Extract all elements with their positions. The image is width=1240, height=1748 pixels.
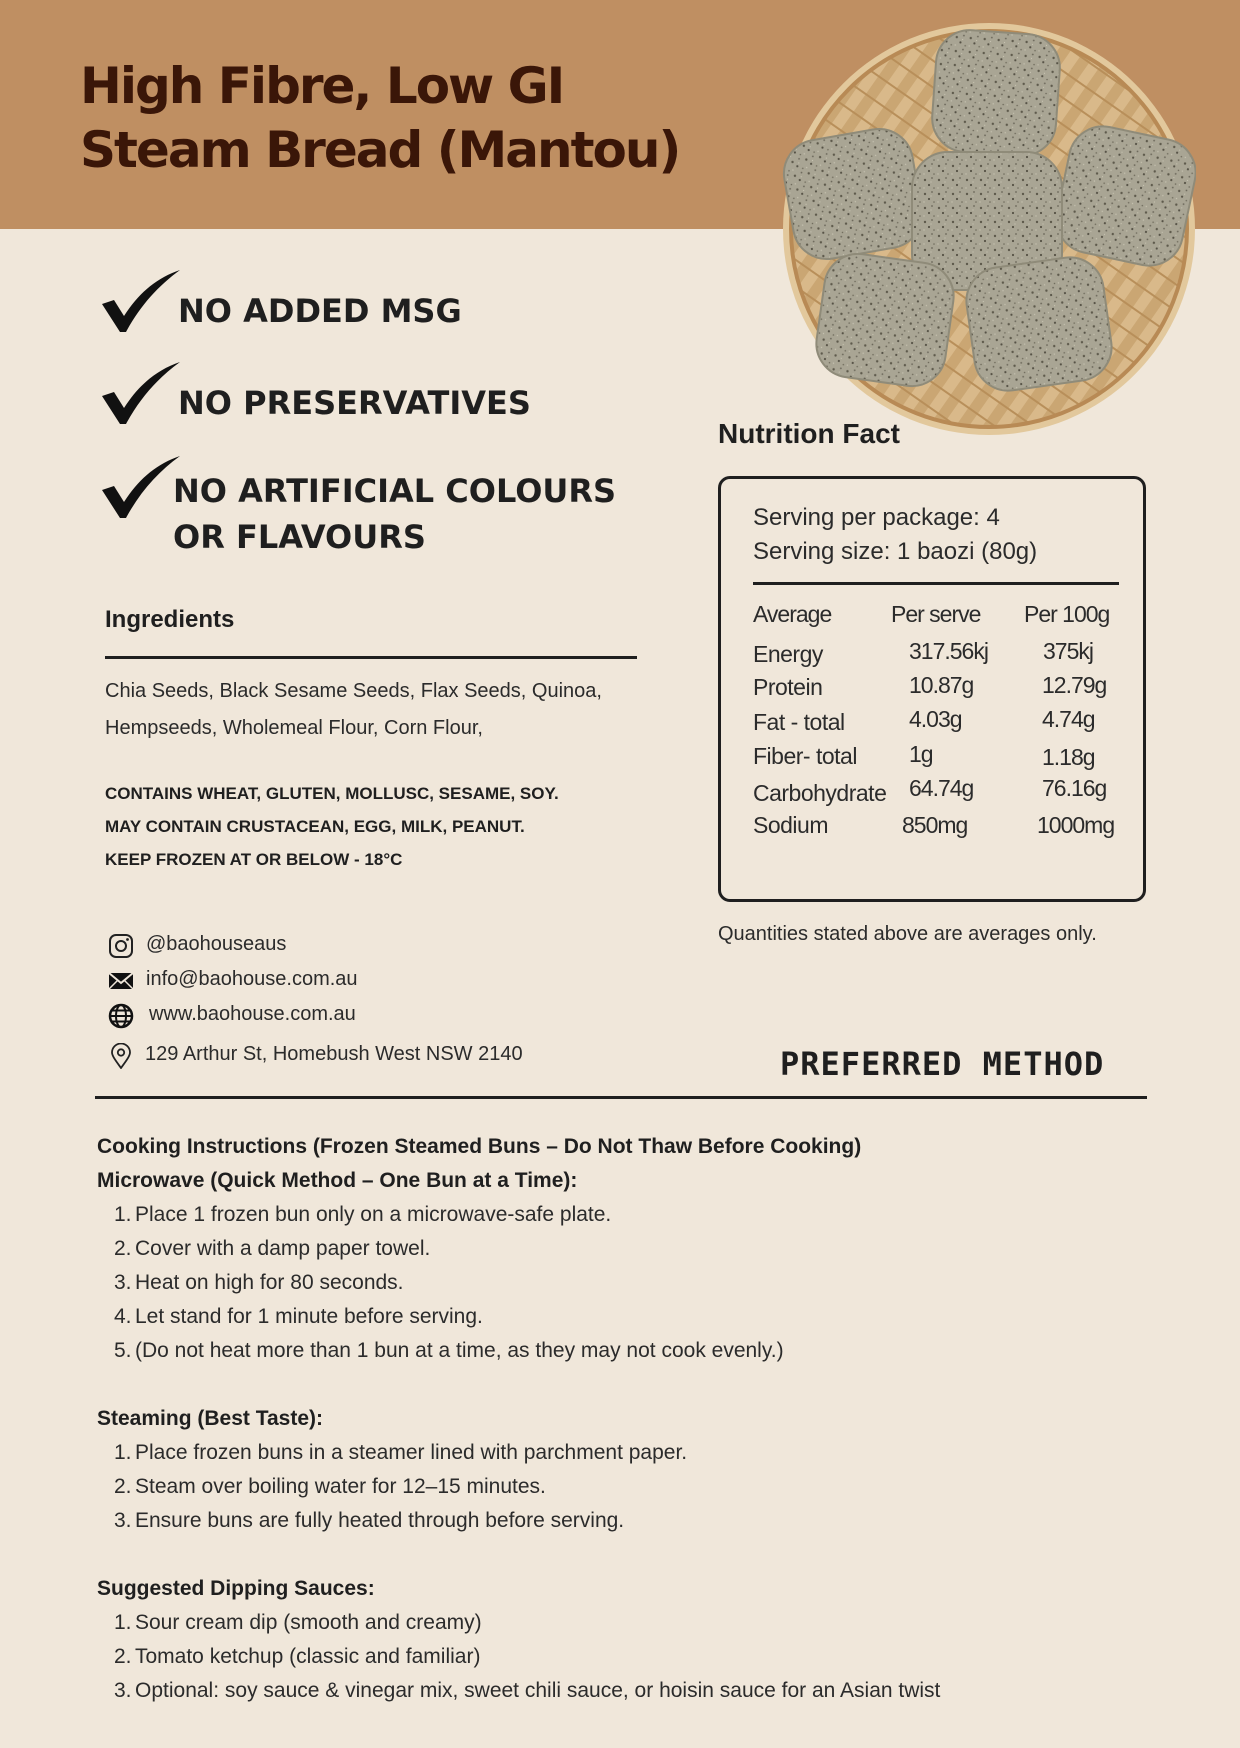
row-serve-energy: 317.56kj [909, 638, 988, 664]
row-label-carbohydrate: Carbohydrate [753, 780, 887, 806]
ingredients-divider [105, 656, 637, 659]
row-100g-protein: 12.79g [1042, 672, 1107, 698]
allergen-info [105, 777, 685, 876]
instagram-handle[interactable]: @baohouseaus [146, 933, 287, 955]
preferred-method-label: PREFERRED METHOD [780, 1045, 1105, 1083]
steaming-step: 2. Steam over boiling water for 12–15 minutes. [114, 1475, 546, 1498]
allergen-contains: CONTAINS WHEAT, GLUTEN, MOLLUSC, SESAME, SOY. [105, 784, 559, 803]
nutrition-divider [753, 582, 1119, 585]
website-link[interactable]: www.baohouse.com.au [149, 1003, 356, 1025]
microwave-step: 5. (Do not heat more than 1 bun at a time, as they may not cook evenly.) [114, 1339, 784, 1362]
microwave-step: 1. Place 1 frozen bun only on a microwave-safe plate. [114, 1203, 612, 1226]
header-average: Average [753, 601, 832, 627]
sauce-item: 2. Tomato ketchup (classic and familiar) [114, 1645, 481, 1668]
row-100g-sodium: 1000mg [1037, 812, 1115, 838]
contact-email[interactable] [108, 965, 668, 997]
row-serve-sodium: 850mg [902, 812, 968, 838]
nutrition-title: Nutrition Fact [718, 418, 900, 449]
row-serve-protein: 10.87g [909, 672, 974, 698]
row-serve-fiber: 1g [909, 741, 933, 767]
microwave-heading: Microwave (Quick Method – One Bun at a Time): [97, 1169, 578, 1192]
contact-address [108, 1040, 668, 1072]
contact-instagram[interactable] [108, 930, 668, 962]
sauces-heading: Suggested Dipping Sauces: [97, 1577, 375, 1600]
sauce-item: 3. Optional: soy sauce & vinegar mix, sweet chili sauce, or hoisin sauce for an Asian twist [114, 1679, 941, 1702]
contact-website[interactable] [108, 1000, 668, 1032]
steaming-heading: Steaming (Best Taste): [97, 1407, 323, 1430]
row-label-fiber: Fiber- total [753, 743, 857, 769]
allergen-may-contain: MAY CONTAIN CRUSTACEAN, EGG, MILK, PEANUT. [105, 817, 525, 836]
steaming-step: 3. Ensure buns are fully heated through before serving. [114, 1509, 625, 1532]
page-title [80, 54, 760, 182]
instructions-heading: Cooking Instructions (Frozen Steamed Buns – Do Not Thaw Before Cooking) [97, 1135, 862, 1158]
row-100g-energy: 375kj [1043, 638, 1093, 664]
row-100g-carbohydrate: 76.16g [1042, 775, 1107, 801]
steamed-buns-photo [782, 22, 1196, 436]
ingredients-line-2: Hempseeds, Wholemeal Flour, Corn Flour, [105, 717, 483, 739]
email-link[interactable]: info@baohouse.com.au [146, 968, 358, 990]
globe-icon [108, 1003, 134, 1029]
storage-instruction: KEEP FROZEN AT OR BELOW - 18°C [105, 850, 403, 869]
row-label-protein: Protein [753, 674, 823, 700]
mail-icon [108, 968, 134, 994]
row-label-energy: Energy [753, 641, 823, 667]
header-per-100g: Per 100g [1024, 601, 1110, 627]
nutrition-panel [718, 476, 1146, 902]
row-100g-fat: 4.74g [1042, 706, 1095, 732]
claim-text: NO ADDED MSG [178, 292, 462, 330]
ingredients-list [105, 673, 665, 747]
microwave-step: 4. Let stand for 1 minute before serving. [114, 1305, 483, 1328]
checkmark-icon [100, 270, 182, 334]
title-line-2: Steam Bread (Mantou) [80, 121, 680, 179]
serving-size: Serving size: 1 baozi (80g) [753, 538, 1038, 565]
checkmark-icon [100, 362, 182, 426]
claim-text: NO PRESERVATIVES [178, 384, 531, 422]
section-divider [95, 1096, 1147, 1099]
location-pin-icon [108, 1043, 134, 1069]
row-serve-carbohydrate: 64.74g [909, 775, 974, 801]
averages-note: Quantities stated above are averages only. [718, 923, 1097, 945]
ingredients-title: Ingredients [105, 606, 235, 633]
header-per-serve: Per serve [891, 601, 981, 627]
microwave-step: 3. Heat on high for 80 seconds. [114, 1271, 404, 1294]
instagram-icon [108, 933, 134, 959]
checkmark-icon [100, 456, 182, 520]
row-label-fat: Fat - total [753, 709, 845, 735]
claim-text: NO ARTIFICIAL COLOURS OR FLAVOURS [173, 472, 617, 556]
row-label-sodium: Sodium [753, 812, 828, 838]
title-line-1: High Fibre, Low GI [80, 57, 564, 115]
address-text: 129 Arthur St, Homebush West NSW 2140 [145, 1043, 523, 1065]
steaming-step: 1. Place frozen buns in a steamer lined with parchment paper. [114, 1441, 688, 1464]
row-serve-fat: 4.03g [909, 706, 962, 732]
serving-per-package: Serving per package: 4 [753, 504, 1000, 531]
sauce-item: 1. Sour cream dip (smooth and creamy) [114, 1611, 482, 1634]
serving-info [753, 501, 1037, 569]
microwave-step: 2. Cover with a damp paper towel. [114, 1237, 431, 1260]
row-100g-fiber: 1.18g [1042, 744, 1095, 770]
ingredients-line-1: Chia Seeds, Black Sesame Seeds, Flax Seeds, Quinoa, [105, 680, 602, 702]
